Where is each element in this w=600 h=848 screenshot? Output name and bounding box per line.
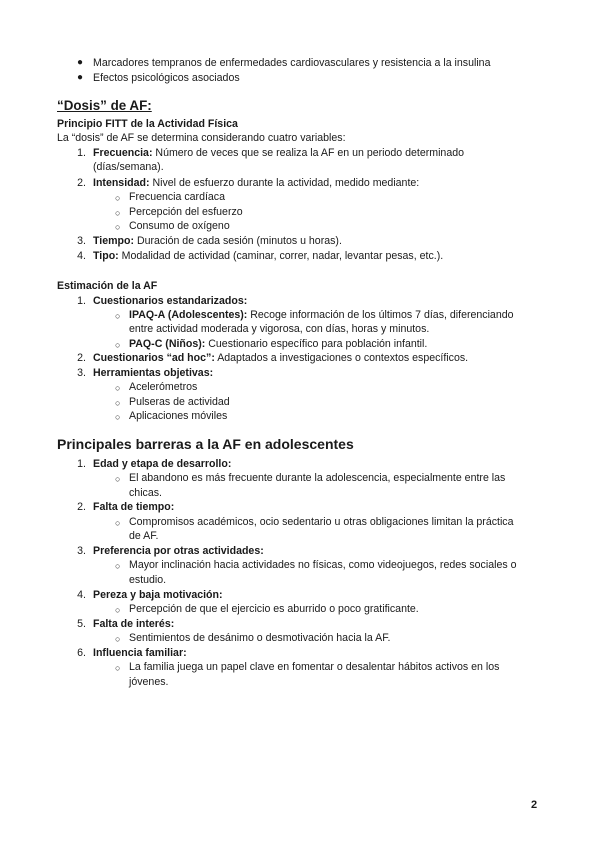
sub-item-title: PAQ-C (Niños):	[129, 338, 206, 350]
bullet-icon: ●	[77, 57, 84, 68]
dosis-intro: La “dosis” de AF se determina considerando cuatro variables:	[57, 132, 346, 144]
fitt-subheading: Principio FITT de la Actividad Física	[57, 118, 238, 130]
dosis-heading: “Dosis” de AF:	[57, 98, 152, 113]
circle-bullet-icon: ○	[115, 605, 121, 615]
circle-bullet-icon: ○	[115, 518, 121, 528]
sub-item: La familia juega un papel clave en fomentar o desalentar hábitos activos en los	[129, 661, 500, 673]
sub-item: Percepción de que el ejercicio es aburrido o poco gratificante.	[129, 603, 419, 615]
item-title: Tiempo:	[93, 235, 135, 247]
list-number: 3.	[77, 235, 86, 247]
list-number: 6.	[77, 647, 86, 659]
sub-item-text-cont: entre actividad moderada y vigorosa, con días, horas y minutos.	[129, 323, 430, 335]
circle-bullet-icon: ○	[115, 663, 121, 673]
bullet-icon: ●	[77, 72, 84, 83]
item-title: Influencia familiar:	[93, 647, 187, 659]
sub-item: Pulseras de actividad	[129, 396, 230, 408]
list-item	[93, 351, 468, 366]
item-text: Modalidad de actividad (caminar, correr, nadar, levantar pesas, etc.).	[121, 250, 444, 262]
list-number: 4.	[77, 250, 86, 262]
circle-bullet-icon: ○	[115, 398, 121, 408]
sub-item-cont: jóvenes.	[129, 676, 169, 688]
list-number: 4.	[77, 589, 86, 601]
intro-bullet: Marcadores tempranos de enfermedades cardiovasculares y resistencia a la insulina	[93, 57, 491, 69]
sub-item: El abandono es más frecuente durante la adolescencia, especialmente entre las	[129, 472, 506, 484]
sub-item: Compromisos académicos, ocio sedentario u otras obligaciones limitan la práctica	[129, 516, 514, 528]
list-item	[93, 234, 342, 249]
sub-item-cont: chicas.	[129, 487, 162, 499]
page-number: 2	[531, 799, 538, 811]
item-title: Herramientas objetivas:	[93, 367, 214, 379]
item-title: Tipo:	[93, 250, 119, 262]
item-title: Falta de interés:	[93, 618, 175, 630]
list-number: 3.	[77, 545, 86, 557]
circle-bullet-icon: ○	[115, 311, 121, 321]
sub-item: Sentimientos de desánimo o desmotivación hacia la AF.	[129, 632, 391, 644]
item-text: Número de veces que se realiza la AF en un periodo determinado	[155, 147, 465, 159]
sub-item-text: Cuestionario específico para población infantil.	[208, 338, 428, 350]
list-item	[93, 146, 464, 161]
sub-item-cont: estudio.	[129, 574, 167, 586]
sub-item-cont: de AF.	[129, 530, 159, 542]
sub-item-text: Recoge información de los últimos 7 días, diferenciando	[250, 309, 514, 321]
circle-bullet-icon: ○	[115, 340, 121, 350]
list-item	[93, 249, 443, 264]
circle-bullet-icon: ○	[115, 634, 121, 644]
estimacion-heading: Estimación de la AF	[57, 280, 158, 292]
circle-bullet-icon: ○	[115, 193, 121, 203]
item-title: Cuestionarios “ad hoc”:	[93, 352, 215, 364]
sub-item-title: IPAQ-A (Adolescentes):	[129, 309, 248, 321]
sub-item: Mayor inclinación hacia actividades no físicas, como videojuegos, redes sociales o	[129, 559, 517, 571]
circle-bullet-icon: ○	[115, 412, 121, 422]
circle-bullet-icon: ○	[115, 208, 121, 218]
sub-item: Aplicaciones móviles	[129, 410, 228, 422]
sub-item: Percepción del esfuerzo	[129, 206, 243, 218]
list-number: 1.	[77, 147, 86, 159]
intro-bullet: Efectos psicológicos asociados	[93, 72, 240, 84]
sub-item	[129, 308, 514, 323]
item-text: Adaptados a investigaciones o contextos específicos.	[217, 352, 469, 364]
circle-bullet-icon: ○	[115, 474, 121, 484]
sub-item: Acelerómetros	[129, 381, 198, 393]
item-title: Frecuencia:	[93, 147, 153, 159]
sub-item: Frecuencia cardíaca	[129, 191, 225, 203]
circle-bullet-icon: ○	[115, 561, 121, 571]
item-title: Cuestionarios estandarizados:	[93, 295, 248, 307]
circle-bullet-icon: ○	[115, 222, 121, 232]
item-text-cont: (días/semana).	[93, 161, 164, 173]
list-number: 1.	[77, 458, 86, 470]
item-text: Duración de cada sesión (minutos u horas).	[136, 235, 342, 247]
list-number: 2.	[77, 501, 86, 513]
circle-bullet-icon: ○	[115, 383, 121, 393]
list-number: 3.	[77, 367, 86, 379]
list-number: 1.	[77, 295, 86, 307]
item-title: Falta de tiempo:	[93, 501, 175, 513]
item-title: Preferencia por otras actividades:	[93, 545, 264, 557]
list-number: 2.	[77, 177, 86, 189]
item-title: Edad y etapa de desarrollo:	[93, 458, 232, 470]
sub-item: Consumo de oxígeno	[129, 220, 230, 232]
barreras-heading: Principales barreras a la AF en adolescentes	[57, 436, 354, 452]
list-number: 2.	[77, 352, 86, 364]
list-item	[93, 176, 419, 191]
sub-item	[129, 337, 427, 352]
item-title: Pereza y baja motivación:	[93, 589, 223, 601]
item-title: Intensidad:	[93, 177, 150, 189]
list-number: 5.	[77, 618, 86, 630]
item-text: Nivel de esfuerzo durante la actividad, medido mediante:	[152, 177, 420, 189]
